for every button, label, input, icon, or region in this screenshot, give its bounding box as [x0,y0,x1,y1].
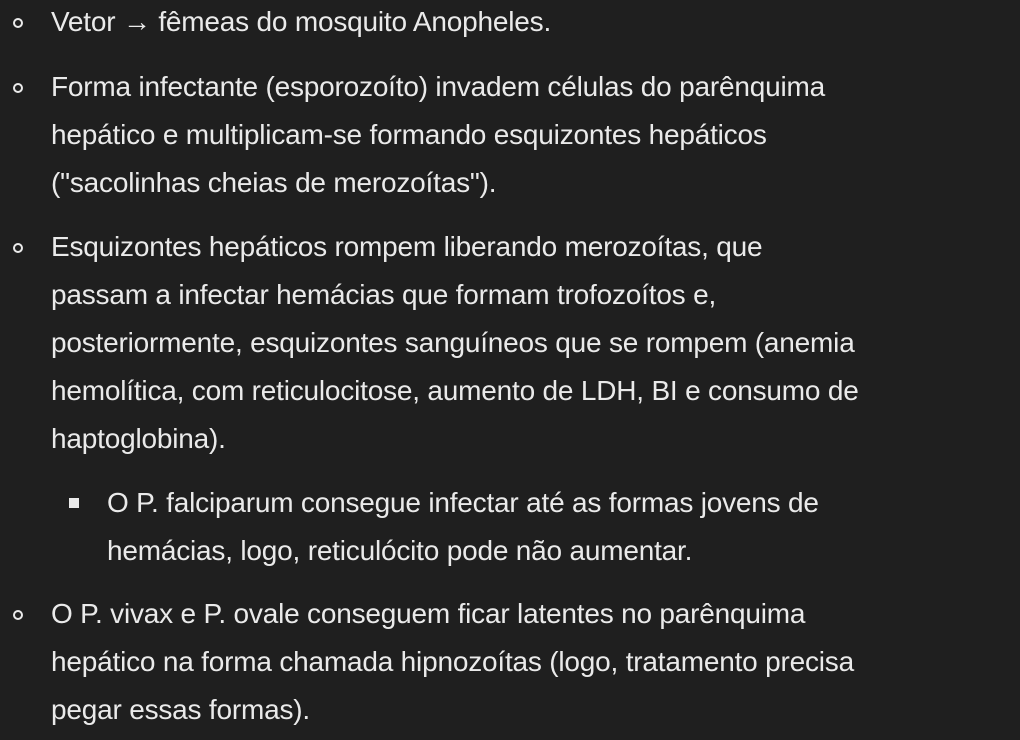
list-item-text: Vetor → fêmeas do mosquito Anopheles. [51,6,552,37]
hollow-circle-bullet-icon [13,18,23,28]
hollow-circle-bullet-icon [13,610,23,620]
sub-list-item-text: O P. falciparum consegue infectar até as formas jovens de hemácias, logo, reticulócito pode não aumentar. [107,487,819,566]
hollow-circle-bullet-icon [13,243,23,253]
list-item-text: Esquizontes hepáticos rompem liberando merozoítas, que passam a infectar hemácias que formam trofozoítos e, posteriormente, esquizontes sanguíneos que se rompem (anemia hemolítica, com reticulocitose, aumento de LDH, BI e consumo de haptoglobina). [51,231,859,454]
list-item-text: Forma infectante (esporozoíto) invadem células do parênquima hepático e multiplicam-se formando esquizontes hepáticos ("sacolinhas cheias de merozoítas"). [51,71,825,198]
hollow-circle-bullet-icon [13,83,23,93]
list-item-text: O P. vivax e P. ovale conseguem ficar latentes no parênquima hepático na forma chamada hipnozoítas (logo, tratamento precisa pegar essas formas). [51,598,854,725]
filled-square-bullet-icon [69,498,79,508]
